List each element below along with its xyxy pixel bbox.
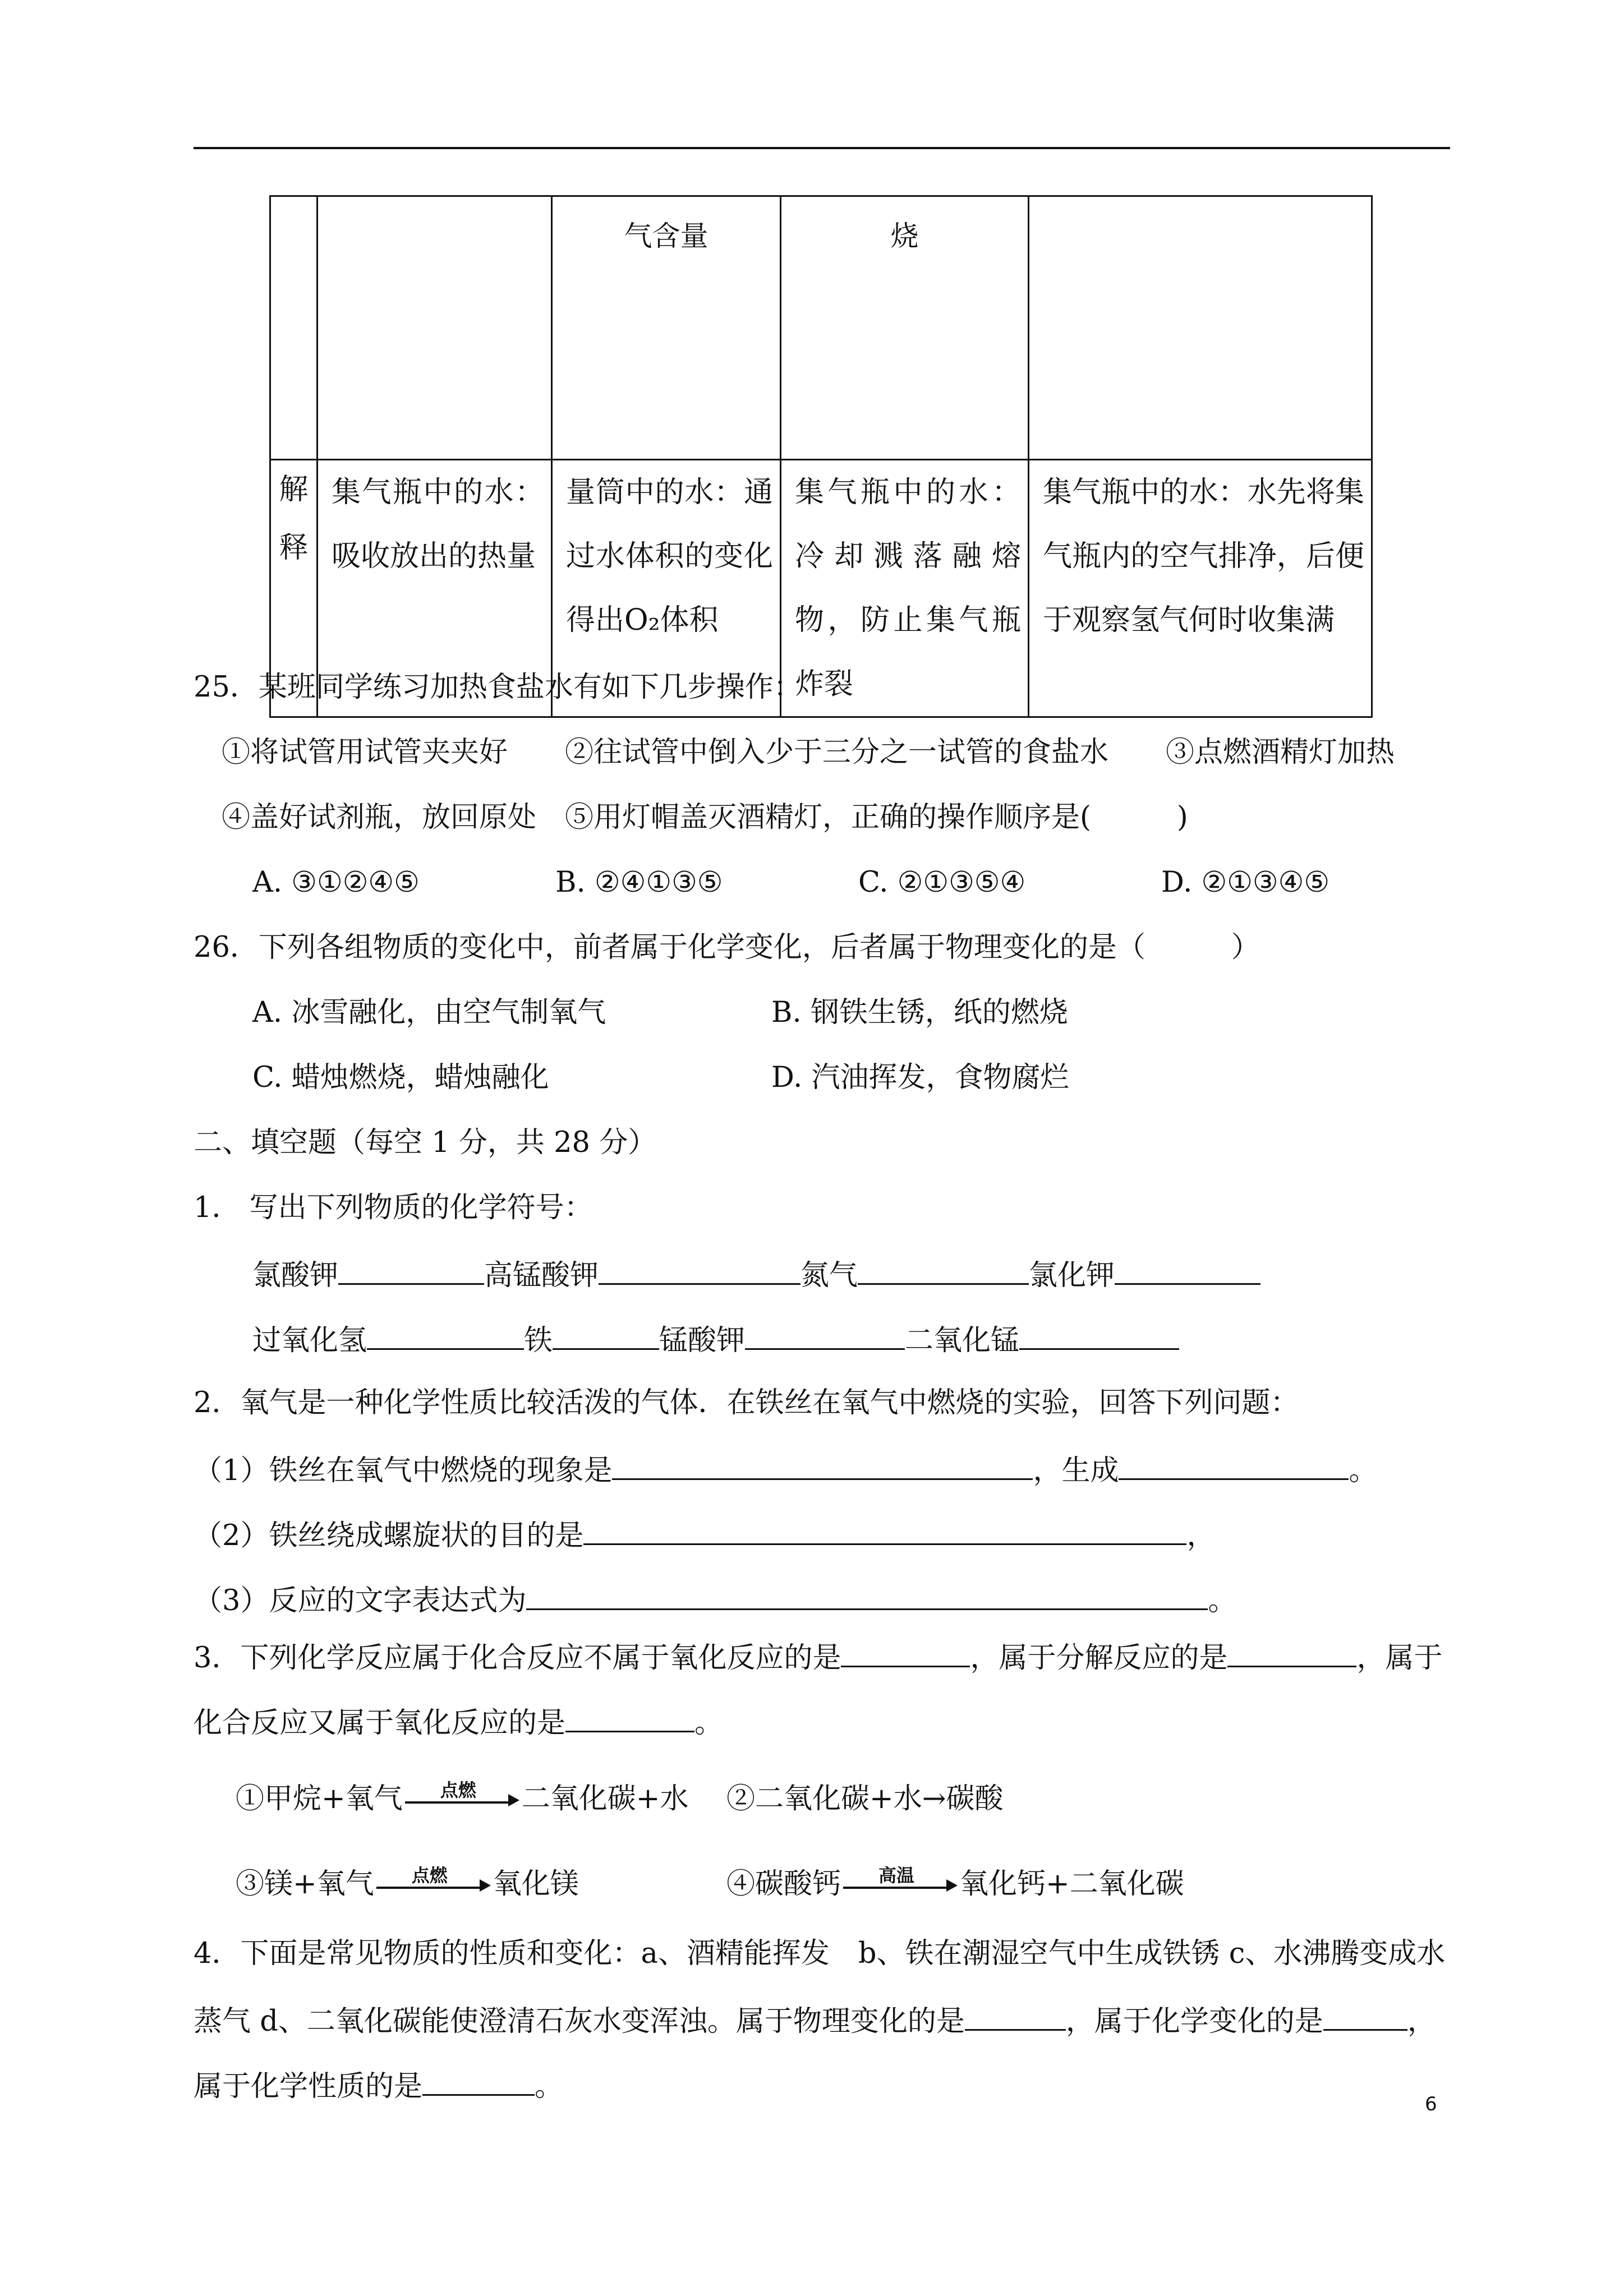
arrow-head-icon <box>508 1794 519 1806</box>
answer-blank[interactable] <box>841 1639 970 1667</box>
answer-blank[interactable] <box>1323 2002 1407 2031</box>
f4-line3: 属于化学性质的是 。 <box>194 2067 563 2104</box>
reaction-4: ④碳酸钙 高温 氧化钙+二氧化碳 <box>726 1865 1184 1901</box>
table-cell: 气含量 <box>552 196 781 460</box>
answer-blank[interactable] <box>1119 1451 1349 1480</box>
reaction-3: ③镁+氧气 点燃 氧化镁 <box>236 1865 579 1901</box>
q26-option-d: D. 汽油挥发，食物腐烂 <box>771 1061 1069 1094</box>
f3-line1: 3．下列化学反应属于化合反应不属于氧化反应的是 ，属于分解反应的是 ，属于 <box>194 1639 1442 1675</box>
answer-blank[interactable] <box>338 1256 484 1285</box>
answer-blank[interactable] <box>1115 1256 1260 1285</box>
experiment-table <box>269 195 1373 718</box>
q25-steps-line2: ④盖好试剂瓶，放回原处 ⑤用灯帽盖灭酒精灯，正确的操作顺序是( ) <box>222 801 1188 834</box>
table-cell: 集气瓶中的水：水先将集气瓶内的空气排净，后便于观察氢气何时收集满 <box>1029 460 1372 717</box>
answer-blank[interactable] <box>367 1321 524 1350</box>
q25-option-d: D. ②①③④⑤ <box>1161 866 1330 899</box>
f1-row2: 过氧化氢 铁 锰酸钾 二氧化锰 <box>252 1321 1179 1358</box>
answer-blank[interactable] <box>1227 1639 1356 1667</box>
q25-option-b: B. ②④①③⑤ <box>555 866 723 899</box>
reaction-arrow: 点燃 <box>376 1883 483 1889</box>
answer-blank[interactable] <box>565 1704 694 1732</box>
table-cell: 烧 <box>781 196 1029 460</box>
answer-blank[interactable] <box>422 2067 535 2096</box>
f1-stem: 1． 写出下列物质的化学符号： <box>194 1191 593 1224</box>
q25-stem: 25．某班同学练习加热食盐水有如下几步操作： <box>194 671 802 704</box>
q26-option-b: B. 钢铁生锈，纸的燃烧 <box>771 996 1068 1029</box>
q25-option-a: A. ③①②④⑤ <box>252 866 420 899</box>
answer-blank[interactable] <box>599 1256 801 1285</box>
q25-option-c: C. ②①③⑤④ <box>858 866 1026 899</box>
table-cell <box>270 196 318 460</box>
reaction-1: ①甲烷+氧气 点燃 二氧化碳+水 <box>236 1779 689 1815</box>
answer-blank[interactable] <box>858 1256 1029 1285</box>
f1-row1: 氯酸钾 高锰酸钾 氮气 氯化钾 <box>252 1256 1260 1293</box>
table-cell <box>318 196 552 460</box>
f2-part2: （2）铁丝绕成螺旋状的目的是 ， <box>194 1516 1215 1553</box>
reaction-2: ②二氧化碳+水→碳酸 <box>726 1782 1004 1815</box>
table-row <box>270 196 1372 460</box>
reaction-arrow: 高温 <box>843 1883 950 1889</box>
answer-blank[interactable] <box>745 1321 905 1350</box>
answer-blank[interactable] <box>1019 1321 1179 1350</box>
f3-line2: 化合反应又属于氧化反应的是 。 <box>194 1704 723 1740</box>
q26-stem: 26．下列各组物质的变化中，前者属于化学变化，后者属于物理变化的是（ ） <box>194 931 1260 964</box>
page-number: 6 <box>1425 2093 1437 2115</box>
table-cell <box>1029 196 1372 460</box>
arrow-head-icon <box>946 1879 958 1892</box>
f4-line1: 4．下面是常见物质的性质和变化：a、酒精能挥发 b、铁在潮湿空气中生成铁锈 c、水沸腾变成水 <box>194 1937 1446 1970</box>
header-rule <box>194 147 1450 149</box>
f2-stem: 2．氧气是一种化学性质比较活泼的气体．在铁丝在氧气中燃烧的实验，回答下列问题： <box>194 1386 1299 1419</box>
answer-blank[interactable] <box>612 1451 1033 1480</box>
answer-blank[interactable] <box>583 1516 1186 1545</box>
row-label: 解释 <box>270 460 318 717</box>
answer-blank[interactable] <box>526 1582 1208 1610</box>
q25-steps-line1: ①将试管用试管夹夹好 ②往试管中倒入少于三分之一试管的食盐水 ③点燃酒精灯加热 <box>222 736 1395 769</box>
q26-option-a: A. 冰雪融化，由空气制氧气 <box>252 996 606 1029</box>
f4-line2: 蒸气 d、二氧化碳能使澄清石灰水变浑浊。属于物理变化的是 ，属于化学变化的是 ， <box>194 2002 1436 2039</box>
answer-blank[interactable] <box>553 1321 659 1350</box>
answer-blank[interactable] <box>965 2002 1066 2031</box>
arrow-head-icon <box>480 1879 491 1892</box>
table-cell: 量筒中的水：通过水体积的变化得出O₂体积 <box>552 460 781 717</box>
table-cell: 集气瓶中的水：冷却溅落融熔物，防止集气瓶炸裂 <box>781 460 1029 717</box>
q26-option-c: C. 蜡烛燃烧，蜡烛融化 <box>252 1061 549 1094</box>
section-title: 二、填空题（每空 1 分，共 28 分） <box>194 1126 657 1159</box>
f2-part3: （3）反应的文字表达式为 。 <box>194 1582 1236 1618</box>
table-cell: 集气瓶中的水：吸收放出的热量 <box>318 460 552 717</box>
reaction-arrow: 点燃 <box>405 1798 512 1804</box>
f2-part1: （1）铁丝在氧气中燃烧的现象是 ，生成 。 <box>194 1451 1377 1488</box>
